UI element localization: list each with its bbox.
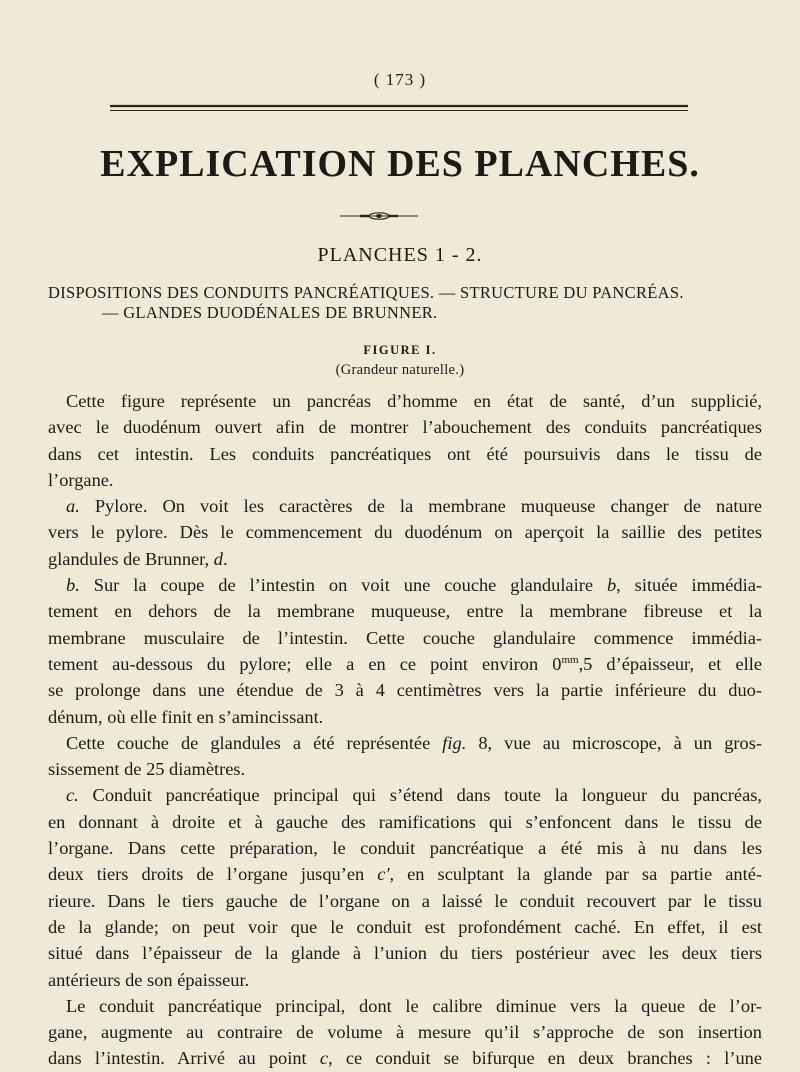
text-line [48,651,762,677]
text-line: avec le duodénum ouvert afin de montrer l’abouchement des conduits pancréatiques [48,417,762,438]
subject-line: DISPOSITIONS DES CONDUITS PANCRÉATIQUES. — STRUCTURE DU PANCRÉAS. [48,283,684,302]
legend-key: c. [66,785,79,806]
text-line: sissement de 25 diamètres. [48,759,246,780]
text-line: de la glande; on peut voir que le conduit est profondément caché. En effet, il est [48,916,762,937]
figure-ref: fig. [442,732,467,753]
text-line [48,546,762,572]
text-line: gane, augmente au contraire de volume à mesure qu’il s’approche de son insertion [48,1022,762,1043]
text-line [48,572,762,598]
legend-ref: d [213,548,223,569]
text-fragment: , ce conduit se bifurque en deux branches : l’une [328,1048,763,1069]
figure-scale: (Grandeur naturelle.) [335,362,465,378]
text-fragment: Pylore. On voit les caractères de la membrane muqueuse changer de nature [79,496,762,517]
text-line: rieure. Dans le tiers gauche de l’organe on a laissé le conduit recouvert par le tissu [48,890,762,911]
text-line: dénum, où elle finit en s’amincissant. [48,706,324,727]
text-fragment: Cette couche de glandules a été représentée [66,732,443,753]
text-fragment: . [222,548,228,569]
figure-label: FIGURE I. [363,343,437,357]
ornament-divider [340,211,418,221]
section-title: PLANCHES 1 - 2. [317,244,483,266]
text-fragment: deux tiers droits de l’organe jusqu’en [48,864,378,885]
text-line [48,782,762,808]
text-fragment: Sur la coupe de l’intestin on voit une couche glandulaire [79,575,607,596]
text-fragment: 8, vue au microscope, à un gros- [466,732,762,753]
header-rule [110,104,688,113]
section-subject [48,283,748,323]
text-line [48,493,762,519]
text-fragment: Conduit pancréatique principal qui s’étend dans toute la longueur du pancréas, [78,785,762,806]
page-number: ( 173 ) [373,70,427,89]
text-line: dans cet intestin. Les conduits pancréatiques ont été poursuivis dans le tissu de [48,443,762,464]
text-fragment: tement au-dessous du pylore; elle a en ce point environ 0 [48,653,562,674]
text-line: situé dans l’épaisseur de la glande à l’union du tiers postérieur avec les deux tiers [48,943,762,964]
legend-key: b. [66,575,80,596]
text-line: antérieurs de son épaisseur. [48,969,250,990]
text-line: Cette figure représente un pancréas d’homme en état de santé, d’un supplicié, [66,391,762,411]
text-fragment: , située immédia- [616,575,762,596]
text-fragment: , en sculptant la glande par sa partie anté- [389,864,762,885]
text-line: l’organe. [48,469,114,490]
text-line [48,1045,762,1071]
body-text [48,388,762,1072]
main-title: EXPLICATION DES PLANCHES. [100,143,700,185]
unit-superscript: mm [561,653,579,666]
legend-ref: b [606,575,617,596]
text-line: vers le pylore. Dès le commencement du duodénum on aperçoit la saillie des petites [48,522,762,543]
text-fragment: glandules de Brunner, [48,548,214,569]
legend-key: a. [66,496,80,517]
legend-ref: c [319,1048,329,1069]
text-line: en donnant à droite et à gauche des ramifications qui s’enfoncent dans le tissu de [48,811,762,832]
text-line: se prolonge dans une étendue de 3 à 4 centimètres vers la partie inférieure du duo- [48,680,762,701]
text-line: l’organe. Dans cette préparation, le conduit pancréatique a été mis à nu dans les [48,838,762,859]
legend-ref: c′ [377,864,390,885]
text-line: membrane musculaire de l’intestin. Cette couche glandulaire commence immédia- [48,627,762,648]
text-line: Le conduit pancréatique principal, dont le calibre diminue vers la queue de l’or- [66,995,762,1016]
subject-line: — GLANDES DUODÉNALES DE BRUNNER. [102,303,438,322]
text-line [48,861,762,887]
text-fragment: dans l’intestin. Arrivé au point [48,1048,320,1069]
text-line: tement en dehors de la membrane muqueuse, entre la membrane fibreuse et la [48,601,762,622]
text-line [48,730,762,756]
text-fragment: ,5 d’épaisseur, et elle [578,653,762,674]
